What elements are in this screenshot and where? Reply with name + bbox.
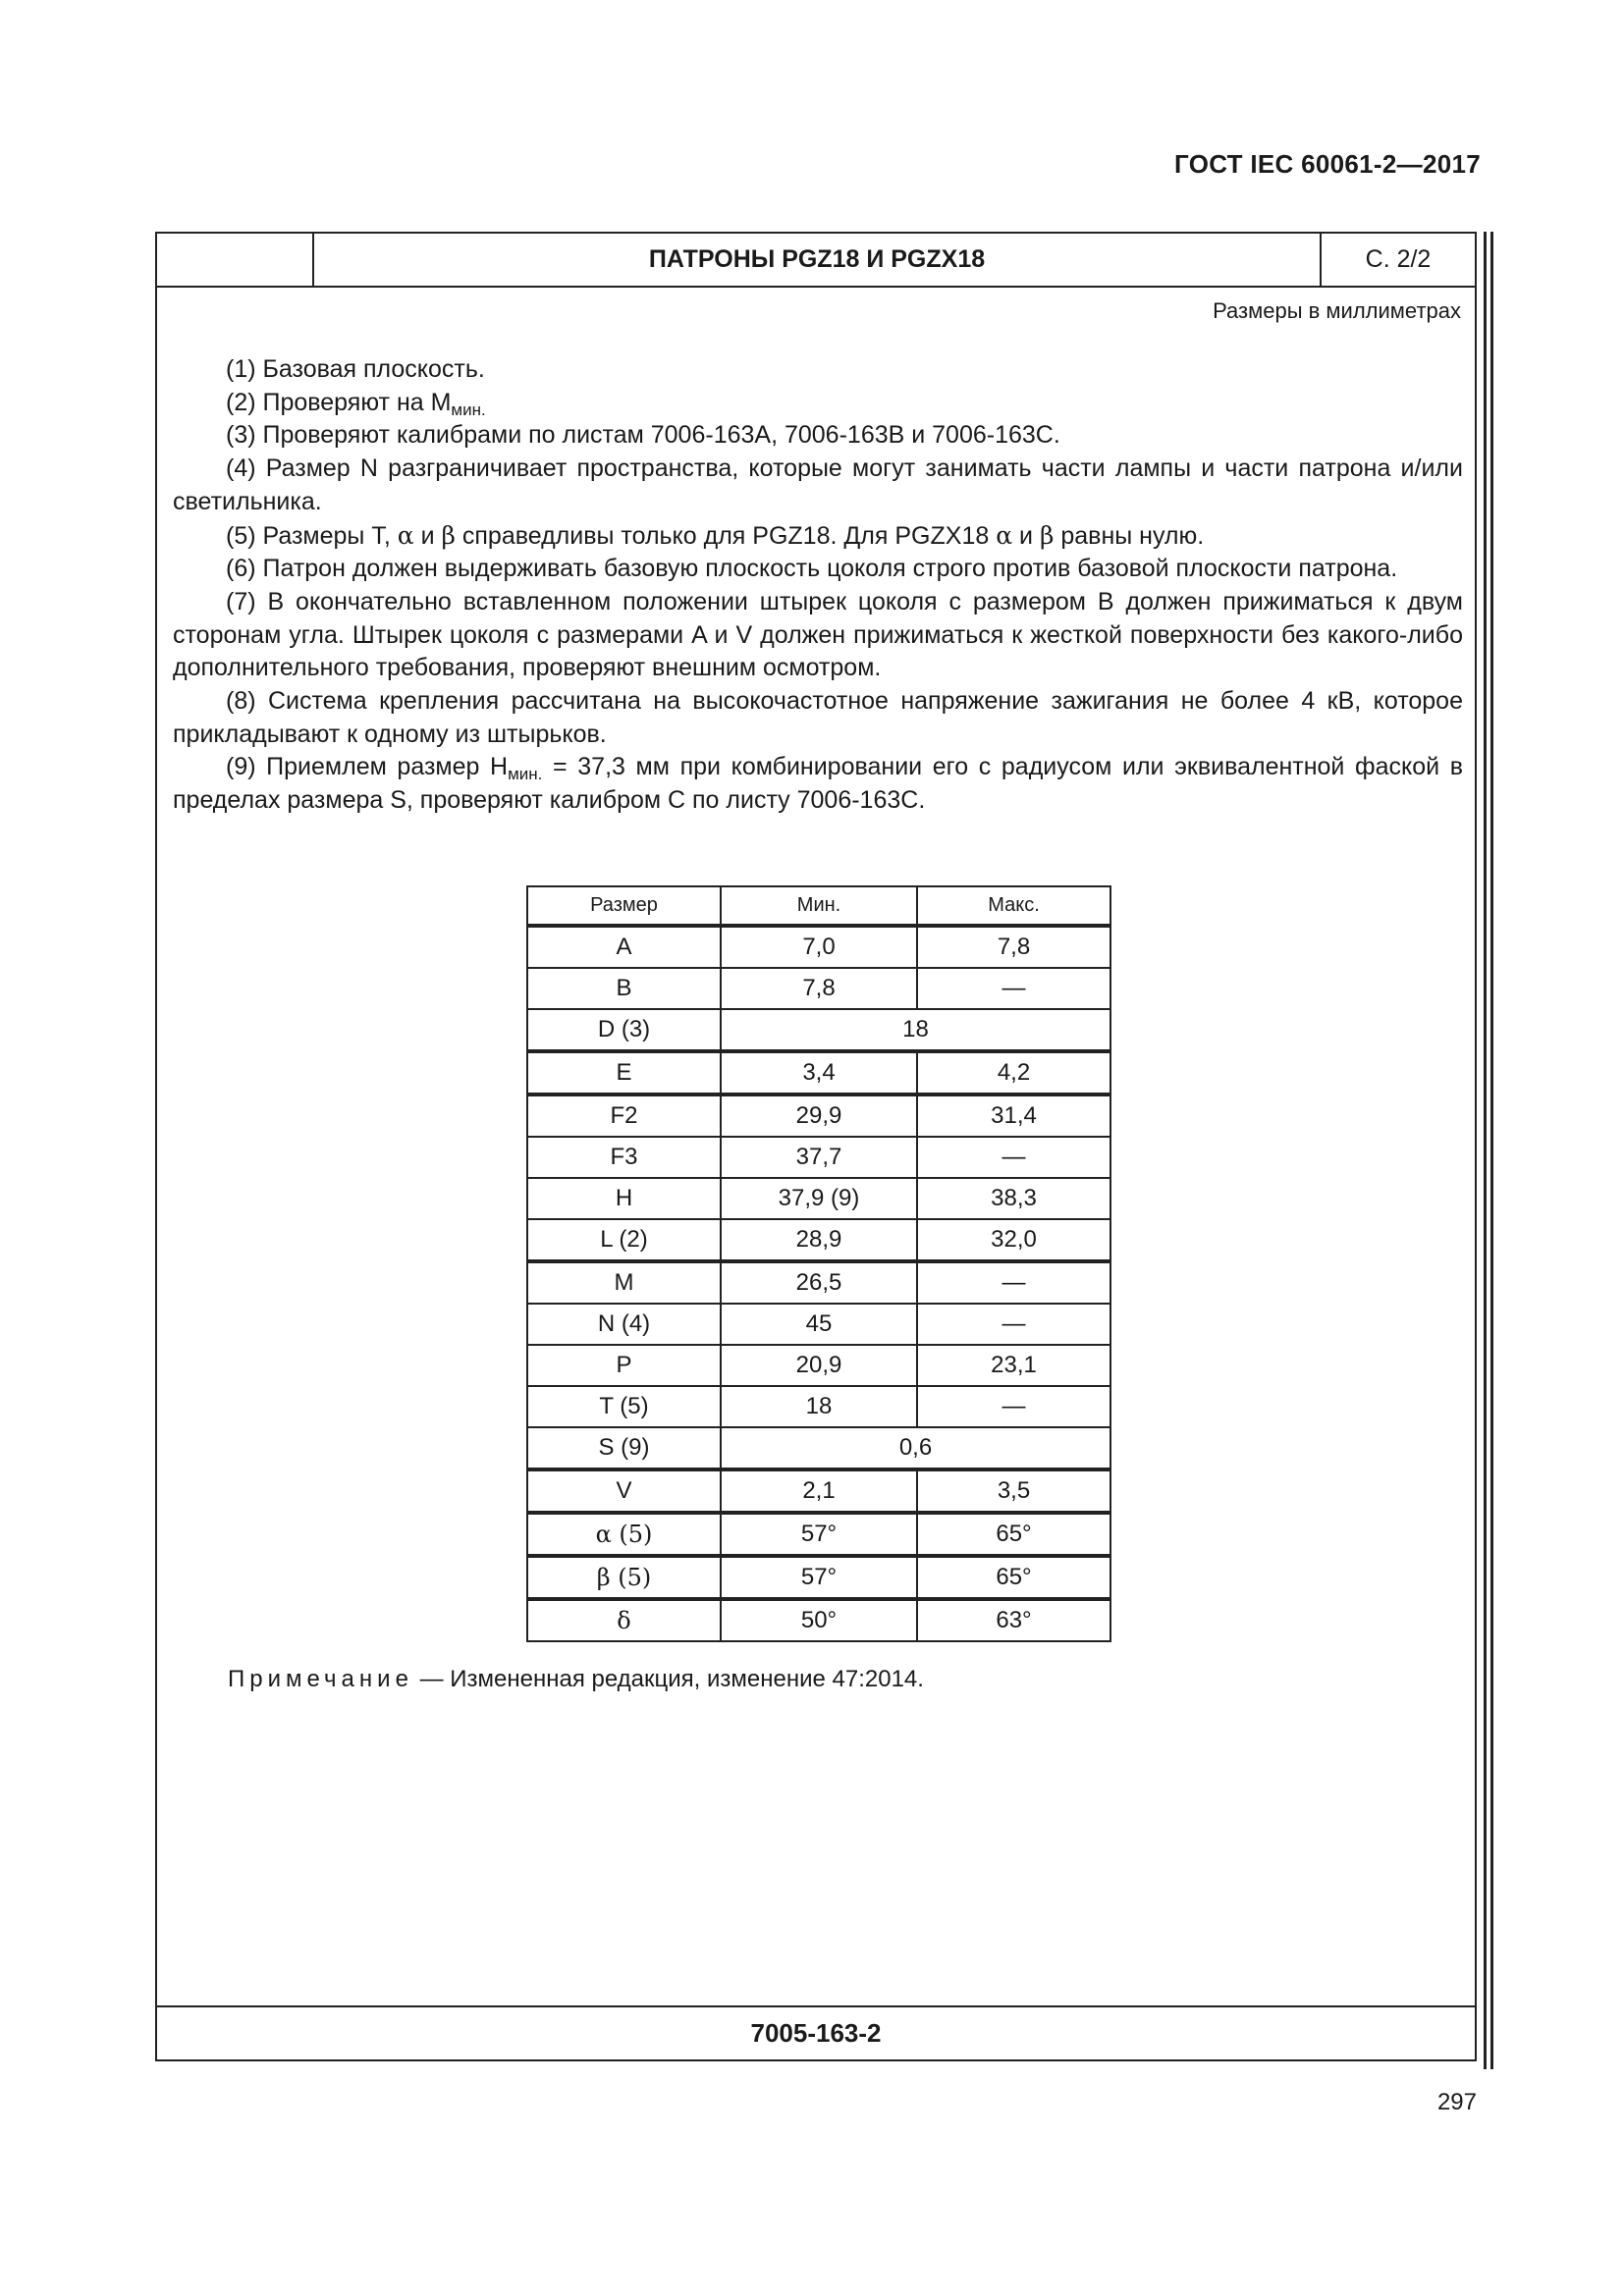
note-6: (6) Патрон должен выдерживать базовую плоскость цоколя строго против базовой плоскости патрона. bbox=[226, 555, 1398, 583]
note-3: (3) Проверяют калибрами по листам 7006-163A, 7006-163B и 7006-163C. bbox=[226, 421, 1060, 450]
table-row bbox=[527, 1137, 1110, 1178]
cell-max: 38,3 bbox=[917, 1178, 1110, 1219]
cell-dimension: H bbox=[527, 1178, 721, 1219]
cell-max: 4,2 bbox=[917, 1051, 1110, 1095]
cell-max: 23,1 bbox=[917, 1345, 1110, 1386]
cell-dimension: β (5) bbox=[527, 1556, 721, 1599]
cell-dimension: P bbox=[527, 1345, 721, 1386]
cell-dimension: A bbox=[527, 926, 721, 968]
cell-dimension: α (5) bbox=[527, 1513, 721, 1556]
note-2: (2) Проверяют на $M_{мин.}$ bbox=[226, 388, 486, 419]
dimensions-table bbox=[526, 885, 1111, 1642]
cell-dimension: S (9) bbox=[527, 1427, 721, 1469]
note-9: (9) Приемлем размер $H_{мин.} = 37,3$ мм при комбинировании его с радиусом или эквивалентной фаской в пределах размера S, проверяют калибром C по листу 7006-163C. bbox=[173, 753, 1464, 815]
cell-min: 57° bbox=[721, 1556, 917, 1599]
sheet-page-label: С. 2/2 bbox=[1365, 245, 1432, 273]
remark-note bbox=[228, 1666, 924, 1693]
column-header-min: Мин. bbox=[721, 886, 917, 926]
cell-min: 37,7 bbox=[721, 1137, 917, 1178]
sheet-title: ПАТРОНЫ PGZ18 И PGZX18 bbox=[314, 234, 1322, 286]
cell-max: — bbox=[917, 968, 1110, 1009]
table-row bbox=[527, 1556, 1110, 1599]
table-row bbox=[527, 1178, 1110, 1219]
cell-min: 18 bbox=[721, 1386, 917, 1427]
cell-max: — bbox=[917, 1304, 1110, 1345]
remark-text: — Измененная редакция, изменение 47:2014. bbox=[412, 1666, 924, 1692]
cell-min: 26,5 bbox=[721, 1261, 917, 1304]
cell-min: 50° bbox=[721, 1599, 917, 1641]
notes-block bbox=[173, 353, 1463, 818]
cell-min: 57° bbox=[721, 1513, 917, 1556]
cell-dimension: δ bbox=[527, 1599, 721, 1641]
cell-dimension: D (3) bbox=[527, 1009, 721, 1051]
note-5: (5) Размеры T, α и β справедливы только для PGZ18. Для PGZX18 α и β равны нулю. bbox=[226, 520, 1205, 550]
page-number: 297 bbox=[1436, 2089, 1477, 2115]
table-row bbox=[527, 1219, 1110, 1261]
frame-edge-rule bbox=[1490, 232, 1493, 2069]
table-row bbox=[527, 1513, 1110, 1556]
sheet-header bbox=[157, 234, 1475, 288]
column-header-max: Макс. bbox=[917, 886, 1110, 926]
note-7: (7) В окончательно вставленном положении штырек цоколя с размером B должен прижиматься к двум сторонам угла. Штырек цоколя с размерами A и V должен прижиматься к жесткой поверхности без какого-либо дополнительного требования, проверяют внешним осмотром. bbox=[173, 587, 1463, 682]
sheet-code: 7005-163-2 bbox=[157, 2005, 1475, 2059]
cell-dimension: V bbox=[527, 1469, 721, 1513]
cell-max: 63° bbox=[917, 1599, 1110, 1641]
cell-min: 7,0 bbox=[721, 926, 917, 968]
cell-max: — bbox=[917, 1137, 1110, 1178]
table-row bbox=[527, 1051, 1110, 1095]
cell-max: 32,0 bbox=[917, 1219, 1110, 1261]
note-4: (4) Размер N разграничивает пространства, которые могут занимать части лампы и части патрона и/или светильника. bbox=[173, 454, 1463, 515]
table-row bbox=[527, 1427, 1110, 1469]
cell-min: 45 bbox=[721, 1304, 917, 1345]
cell-max: — bbox=[917, 1261, 1110, 1304]
cell-min: 37,9 (9) bbox=[721, 1178, 917, 1219]
frame-edge-rule bbox=[1484, 232, 1487, 2069]
table-row bbox=[527, 1469, 1110, 1513]
column-header-size: Размер bbox=[527, 886, 721, 926]
table-row bbox=[527, 1386, 1110, 1427]
cell-value: 0,6 bbox=[721, 1427, 1110, 1469]
table-row bbox=[527, 968, 1110, 1009]
table-row bbox=[527, 926, 1110, 968]
document-code: ГОСТ IEC 60061-2—2017 bbox=[1174, 149, 1481, 179]
cell-dimension: N (4) bbox=[527, 1304, 721, 1345]
cell-max: — bbox=[917, 1386, 1110, 1427]
cell-max: 65° bbox=[917, 1513, 1110, 1556]
table-header-row bbox=[527, 886, 1110, 926]
cell-dimension: T (5) bbox=[527, 1386, 721, 1427]
cell-min: 20,9 bbox=[721, 1345, 917, 1386]
cell-dimension: M bbox=[527, 1261, 721, 1304]
table-row bbox=[527, 1304, 1110, 1345]
cell-max: 7,8 bbox=[917, 926, 1110, 968]
cell-dimension: L (2) bbox=[527, 1219, 721, 1261]
cell-dimension: B bbox=[527, 968, 721, 1009]
remark-label: Примечание bbox=[228, 1666, 413, 1692]
cell-min: 7,8 bbox=[721, 968, 917, 1009]
cell-max: 65° bbox=[917, 1556, 1110, 1599]
cell-dimension: F3 bbox=[527, 1137, 721, 1178]
cell-dimension: E bbox=[527, 1051, 721, 1095]
sheet-frame bbox=[155, 232, 1477, 2061]
note-8: (8) Система крепления рассчитана на высокочастотное напряжение зажигания не более 4 кВ, которое прикладывают к одному из штырьков. bbox=[173, 687, 1463, 748]
table-row bbox=[527, 1261, 1110, 1304]
cell-min: 2,1 bbox=[721, 1469, 917, 1513]
note-1: (1) Базовая плоскость. bbox=[226, 355, 485, 383]
cell-min: 29,9 bbox=[721, 1095, 917, 1137]
cell-max: 31,4 bbox=[917, 1095, 1110, 1137]
table-row bbox=[527, 1599, 1110, 1641]
table-row bbox=[527, 1345, 1110, 1386]
table-row bbox=[527, 1095, 1110, 1137]
cell-dimension: F2 bbox=[527, 1095, 721, 1137]
units-note: Размеры в миллиметрах bbox=[1213, 298, 1461, 323]
cell-min: 3,4 bbox=[721, 1051, 917, 1095]
cell-min: 28,9 bbox=[721, 1219, 917, 1261]
table-row bbox=[527, 1009, 1110, 1051]
header-blank-cell bbox=[157, 234, 314, 286]
cell-max: 3,5 bbox=[917, 1469, 1110, 1513]
cell-value: 18 bbox=[721, 1009, 1110, 1051]
